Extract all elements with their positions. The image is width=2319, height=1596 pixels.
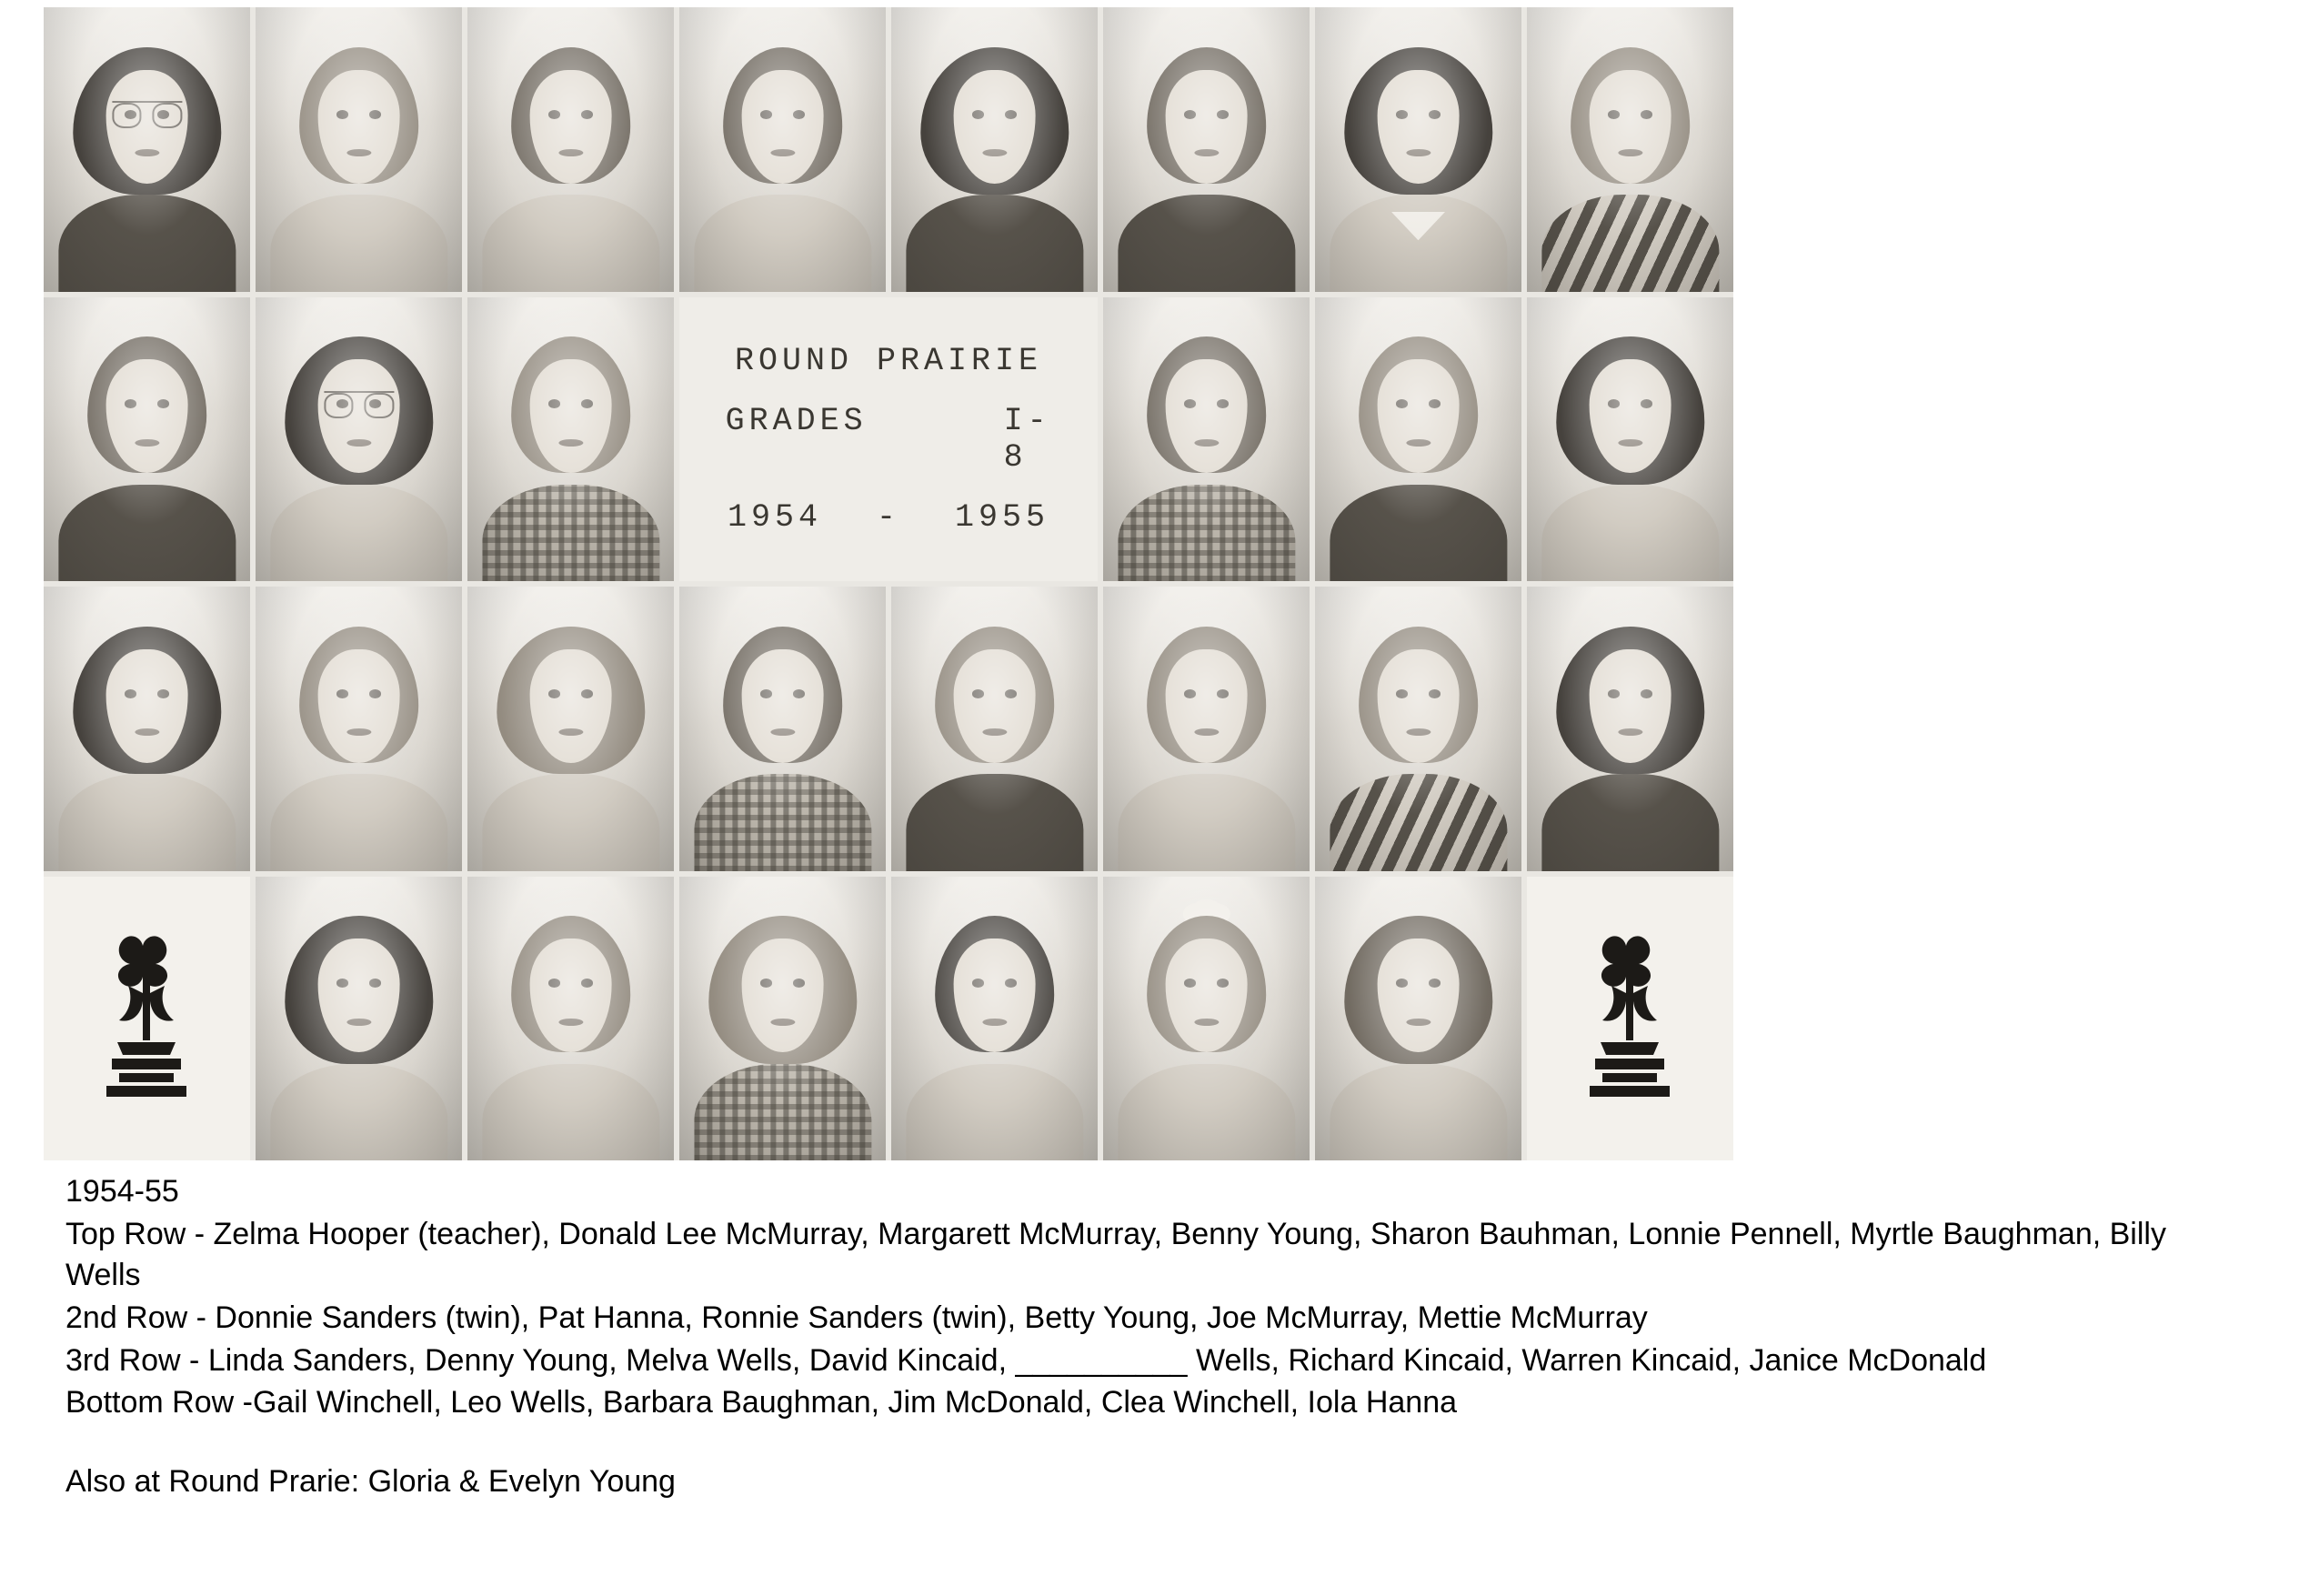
portrait-cell <box>467 297 674 582</box>
photo-vignette <box>256 587 462 871</box>
photo-vignette <box>467 877 674 1161</box>
portrait-cell <box>1315 877 1521 1161</box>
photo-vignette <box>1103 7 1310 292</box>
portrait-image <box>1103 7 1310 292</box>
portrait-image <box>679 587 886 871</box>
portrait-image <box>1103 877 1310 1161</box>
portrait-image <box>1527 7 1733 292</box>
caption-second-row: 2nd Row - Donnie Sanders (twin), Pat Hanna, Ronnie Sanders (twin), Betty Young, Joe McMurray, Mettie McMurray <box>65 1300 1648 1335</box>
portrait-cell <box>679 587 886 871</box>
portrait-cell <box>256 7 462 292</box>
photo-vignette <box>679 587 886 871</box>
portrait-image <box>1315 7 1521 292</box>
portrait-cell <box>1527 297 1733 582</box>
portrait-cell <box>44 587 250 871</box>
filigree-icon <box>44 877 250 1161</box>
portrait-image <box>1103 297 1310 582</box>
portrait-image <box>44 587 250 871</box>
portrait-cell <box>891 7 1098 292</box>
portrait-image <box>44 7 250 292</box>
year-dash: - <box>876 498 900 536</box>
decorative-filigree-cell <box>44 877 250 1161</box>
year-start: 1954 <box>727 498 822 536</box>
portrait-image <box>891 877 1098 1161</box>
portrait-image <box>679 7 886 292</box>
portrait-grid <box>44 7 1733 1160</box>
portrait-cell <box>1527 7 1733 292</box>
portrait-image <box>1103 587 1310 871</box>
photo-vignette <box>256 297 462 582</box>
portrait-cell <box>1103 877 1310 1161</box>
portrait-cell <box>44 7 250 292</box>
portrait-cell <box>1315 587 1521 871</box>
grades-label: GRADES <box>725 402 868 439</box>
portrait-cell <box>1103 587 1310 871</box>
photo-vignette <box>1527 7 1733 292</box>
portrait-cell <box>1315 297 1521 582</box>
caption-top-row: Top Row - Zelma Hooper (teacher), Donald Lee McMurray, Margarett McMurray, Benny Young, Sharon Bauhman, Lonnie Pennell, Myrtle Baughman, Billy Wells <box>65 1216 2166 1292</box>
caption-spacer <box>65 1425 2248 1461</box>
portrait-image <box>1315 587 1521 871</box>
class-composite-photo <box>44 7 1733 1160</box>
photo-vignette <box>467 7 674 292</box>
photo-vignette <box>256 7 462 292</box>
photo-vignette <box>1527 587 1733 871</box>
portrait-image <box>467 7 674 292</box>
caption-bottom-row: Bottom Row -Gail Winchell, Leo Wells, Barbara Baughman, Jim McDonald, Clea Winchell, Iola Hanna <box>65 1385 1458 1420</box>
portrait-image <box>679 877 886 1161</box>
caption-third-row: 3rd Row - Linda Sanders, Denny Young, Melva Wells, David Kincaid, __________ Wells, Richard Kincaid, Warren Kincaid, Janice McDonald <box>65 1342 1987 1378</box>
photo-vignette <box>44 7 250 292</box>
photo-vignette <box>1103 877 1310 1161</box>
photo-vignette <box>891 7 1098 292</box>
portrait-cell <box>256 877 462 1161</box>
portrait-image <box>256 877 462 1161</box>
portrait-cell <box>1315 7 1521 292</box>
portrait-image <box>1527 297 1733 582</box>
photo-vignette <box>1103 587 1310 871</box>
portrait-image <box>1527 587 1733 871</box>
photo-vignette <box>256 877 462 1161</box>
portrait-cell <box>891 877 1098 1161</box>
portrait-cell <box>467 587 674 871</box>
caption-year: 1954-55 <box>65 1174 179 1209</box>
portrait-cell <box>256 297 462 582</box>
photo-vignette <box>1315 297 1521 582</box>
year-end: 1955 <box>955 498 1050 536</box>
portrait-cell <box>679 7 886 292</box>
portrait-cell <box>256 587 462 871</box>
portrait-image <box>891 7 1098 292</box>
caption-also-at: Also at Round Prarie: Gloria & Evelyn Young <box>65 1464 676 1500</box>
portrait-image <box>891 587 1098 871</box>
portrait-cell <box>467 7 674 292</box>
photo-vignette <box>891 877 1098 1161</box>
portrait-image <box>1315 297 1521 582</box>
photo-vignette <box>1103 297 1310 582</box>
photo-vignette <box>44 297 250 582</box>
portrait-cell <box>44 297 250 582</box>
photo-vignette <box>1315 877 1521 1161</box>
photo-vignette <box>679 877 886 1161</box>
photo-vignette <box>44 587 250 871</box>
portrait-image <box>256 587 462 871</box>
portrait-image <box>1315 877 1521 1161</box>
portrait-image <box>44 297 250 582</box>
school-name: ROUND PRAIRIE <box>734 342 1043 379</box>
photo-vignette <box>1315 587 1521 871</box>
grades-line <box>726 403 1052 476</box>
composite-title-card <box>679 297 1098 582</box>
portrait-image <box>467 587 674 871</box>
photo-vignette <box>467 587 674 871</box>
portrait-cell <box>679 877 886 1161</box>
portrait-cell <box>1527 587 1733 871</box>
portrait-image <box>256 7 462 292</box>
decorative-filigree-cell <box>1527 877 1733 1161</box>
caption-block <box>65 1171 2248 1504</box>
years-line <box>728 499 1049 536</box>
portrait-cell <box>467 877 674 1161</box>
photo-vignette <box>891 587 1098 871</box>
filigree-icon <box>1527 877 1733 1161</box>
portrait-cell <box>1103 7 1310 292</box>
photo-vignette <box>1315 7 1521 292</box>
portrait-image <box>256 297 462 582</box>
photo-vignette <box>467 297 674 582</box>
portrait-cell <box>891 587 1098 871</box>
photo-vignette <box>1527 297 1733 582</box>
portrait-cell <box>1103 297 1310 582</box>
portrait-image <box>467 877 674 1161</box>
grades-value: I-8 <box>1003 402 1051 476</box>
portrait-image <box>467 297 674 582</box>
photo-vignette <box>679 7 886 292</box>
